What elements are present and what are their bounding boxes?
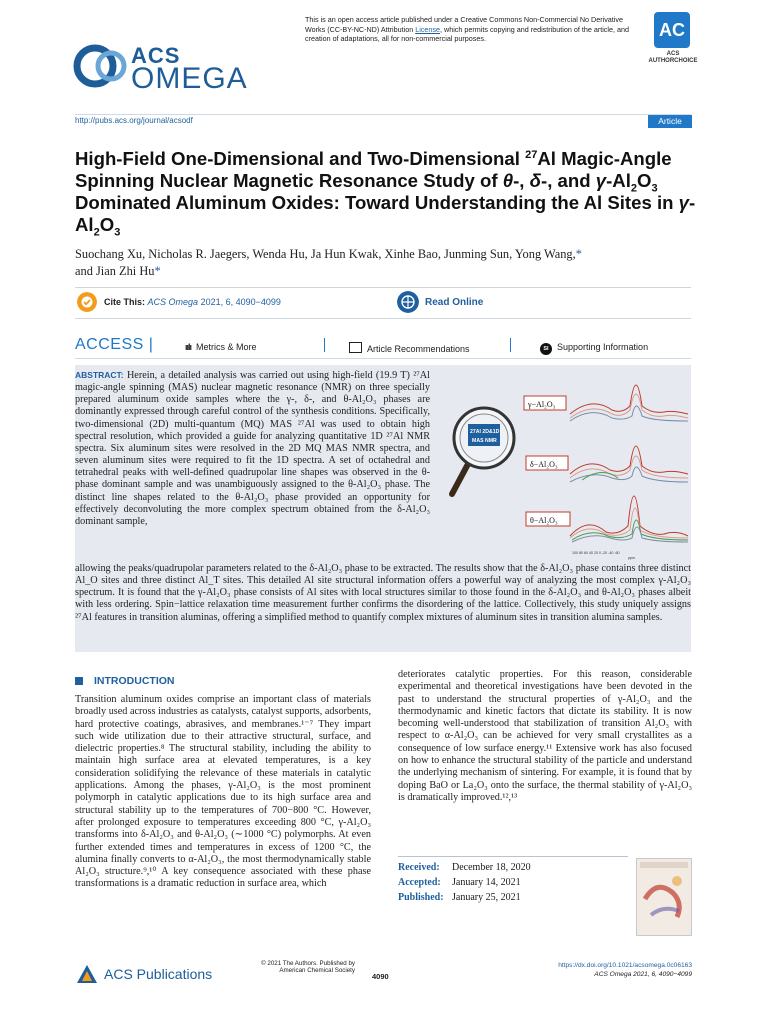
doi-link[interactable]: https://dx.doi.org/10.1021/acsomega.0c06163 <box>558 962 692 969</box>
page-number: 4090 <box>372 972 389 981</box>
abstract-text: ABSTRACT: Herein, a detailed analysis was carried out using high-field (19.9 T) ²⁷Al magic-angle spinning (MAS) nuclear magnetic resonance (NMR) on three specially prepared aluminum oxide samples where the γ-, δ-, and θ-Al₂O₃ phases are dominantly expressed through careful control of the synthesis conditions. Specifically, two-dimensional (2D) multi-quantum (MQ) MAS ²⁷Al was used to obtain high spectral resolution, which provided a guide for analyzing quantitative 1D ²⁷Al NMR spectra. Six aluminum sites were resolved in the 2D MQ MAS NMR spectra, and seven aluminum sites were required to fit the 1D spectra. A set of octahedral and tetrahedral peaks with well-defined quadrupolar line shapes was observed in the θ-phase dominant sample and was unambiguously assigned to the θ-Al₂O₃ phase. The distinct line shapes related to the θ-Al₂O₃ phase provided an opportunity for effectively deconvoluting the more complex spectrum obtained from the δ-Al₂O₃ dominant sample, <box>75 370 430 527</box>
cite-journal-link[interactable]: ACS Omega <box>147 297 199 307</box>
theta-spectra <box>570 496 688 542</box>
author-list: Suochang Xu, Nicholas R. Jaegers, Wenda Hu, Ja Hun Kwak, Xinhe Bao, Junming Sun, Yong Wang,* and Jian Zhi Hu* <box>75 247 582 278</box>
read-online-link[interactable]: Read Online <box>425 297 484 308</box>
gamma-spectra <box>570 385 688 421</box>
journal-reference: ACS Omega 2021, 6, 4090−4099 <box>594 971 692 978</box>
gamma-phase-label: γ−Al₂O₃ <box>528 400 556 409</box>
intro-left-column: Transition aluminum oxides comprise an important class of materials broadly used across industries as catalysts, catalyst supports, adsorbents, hard protective coatings, abrasives, and membranes.¹⁻⁷ They impart such wide utilization due to their attractive structural, surface, and dielectric properties.⁸ The structural stability, including the ability to maintain high surface area at elevated temperatures, is a key consideration solidifying the relevance of these materials in catalytic applications. Among the phases, γ-Al₂O₃ is the most prominent polymorph in catalytic applications due to its high surface area and structural stability up to the temperatures of 700−800 °C. However, after prolonged exposure to temperatures exceeding 800 °C, γ-Al₂O₃ transforms into δ-Al₂O₃ and θ-Al₂O₃ (∼1000 °C) polymorphs. At even further extended times and temperatures in excess of 1200 °C, the alumina finally converts to α-Al₂O₃, the most thermodynamically stable Al₂O₃ structure.⁹,¹⁰ A key consequence associated with these phase transformations is a dramatic reduction in surface area, which <box>75 694 371 890</box>
logo-acs-text: ACS <box>131 43 181 68</box>
dates-divider <box>398 856 628 857</box>
globe-icon[interactable] <box>397 291 419 313</box>
delta-spectra <box>570 446 688 482</box>
toc-axis-ticks: 100 80 60 40 20 0 -20 -40 -60 <box>572 551 620 555</box>
access-label: ACCESS | <box>75 336 154 353</box>
intro-right-column: deteriorates catalytic properties. For this reason, considerable experimental and theoretical investigations have been devoted in the past to understand the structural properties of γ-Al₂O₃ and the thermodynamic and kinetic factors that dictate its stability. It is now becoming well-understood that stabilization of transition Al₂O₃ with respect to α-Al₂O₃ can be achieved for very small crystallites as a consequence of low surface energy.¹¹ Extensive work has also focused on how to enhance the structural stability of the particle and understand the underlying mechanism of sintering. For example, it is found that by doping BaO or La₂O₃ onto the surface, the thermal stability of γ-Al₂O₃ is dramatically improved.¹²,¹³ <box>398 669 692 803</box>
page-title: High-Field One-Dimensional and Two-Dimensional $^{27}$Al Magic-Angle Spinning Nuclear Magnetic Resonance Study of θ-, δ-, and $\gamma-Al_2O_3$ Dominated Aluminum Oxides: Toward Understanding the Al Sites in $\gamma-Al_2O_3$ <box>75 148 696 239</box>
article-list-icon <box>349 342 362 353</box>
toc-axis-unit: ppm <box>628 556 635 560</box>
bar-chart-icon: ıılı <box>185 342 192 352</box>
magnifier-icon <box>452 408 514 494</box>
access-separator <box>324 338 325 352</box>
si-icon: SI <box>540 343 552 355</box>
authorchoice-badge-icon: AC <box>654 12 690 48</box>
access-divider <box>75 358 691 359</box>
theta-phase-label: θ−Al₂O₃ <box>530 516 558 525</box>
license-link[interactable]: License <box>415 24 441 34</box>
section-square-icon <box>75 677 83 685</box>
license-notice: This is an open access article published under a Creative Commons Non-Commercial No Derivative Works (CC-BY-NC-ND) Attribution License, which permits copying and redistribution of the article, and creation of adaptations, all for non-commercial purposes. <box>305 15 629 44</box>
corresponding-author-mark[interactable]: * <box>154 264 161 278</box>
article-dates: Received: December 18, 2020 Accepted: January 14, 2021 Published: January 25, 2021 <box>398 862 531 903</box>
journal-cover-thumbnail[interactable] <box>636 858 692 936</box>
corresponding-author-mark[interactable]: * <box>575 247 582 261</box>
acs-publications-text: ACS Publications <box>104 966 213 982</box>
logo-omega-text: OMEGA <box>131 62 248 95</box>
supporting-info-link[interactable]: SI Supporting Information <box>540 342 648 355</box>
copyright-notice: © 2021 The Authors. Published by American Chemical Society <box>261 960 355 975</box>
toc-graphic <box>442 366 692 562</box>
recommendations-link[interactable]: Article Recommendations <box>349 342 470 354</box>
abstract-text-full: allowing the peaks/quadrupolar parameters related to the δ-Al₂O₃ phase to be extracted. The results show that the δ-Al₂O₃ phase contains three distinct Al_O sites and three distinct Al_T sites. This detailed Al site structural information offers a powerful way of analyzing the most complex γ-Al₂O₃ spectrum. It is found that the γ-Al₂O₃ phase consists of Al sites with local structures similar to those found in the δ-Al₂O₃ and θ-Al₂O₃ phases albeit with less ordering. Spin−lattice relaxation time measurement further confirms the disordering of the lattice. Collectively, this study uniquely assigns ²⁷Al features in transition aluminas, offering a simplified method to quantify complex mixtures of aluminum sites in transition alumina samples. <box>75 563 691 623</box>
metrics-link[interactable]: ıılı Metrics & More <box>185 342 257 352</box>
acs-omega-logo-icon <box>73 40 127 92</box>
delta-phase-label: δ−Al₂O₃ <box>530 460 558 469</box>
journal-url-link[interactable]: http://pubs.acs.org/journal/acsodf <box>75 116 193 125</box>
magnifier-label: MAS NMR <box>472 438 497 444</box>
cite-check-icon <box>77 292 97 312</box>
magnifier-label: 27Al 2D&1D <box>470 429 500 435</box>
section-heading-introduction: INTRODUCTION <box>94 675 175 687</box>
access-separator <box>510 338 511 352</box>
cite-this: Cite This: ACS Omega 2021, 6, 4090−4099 <box>104 297 281 307</box>
authorchoice-label: ACS AUTHORCHOICE <box>648 51 698 64</box>
acs-publications-logo-icon <box>75 963 99 987</box>
article-type-badge: Article <box>648 115 692 128</box>
